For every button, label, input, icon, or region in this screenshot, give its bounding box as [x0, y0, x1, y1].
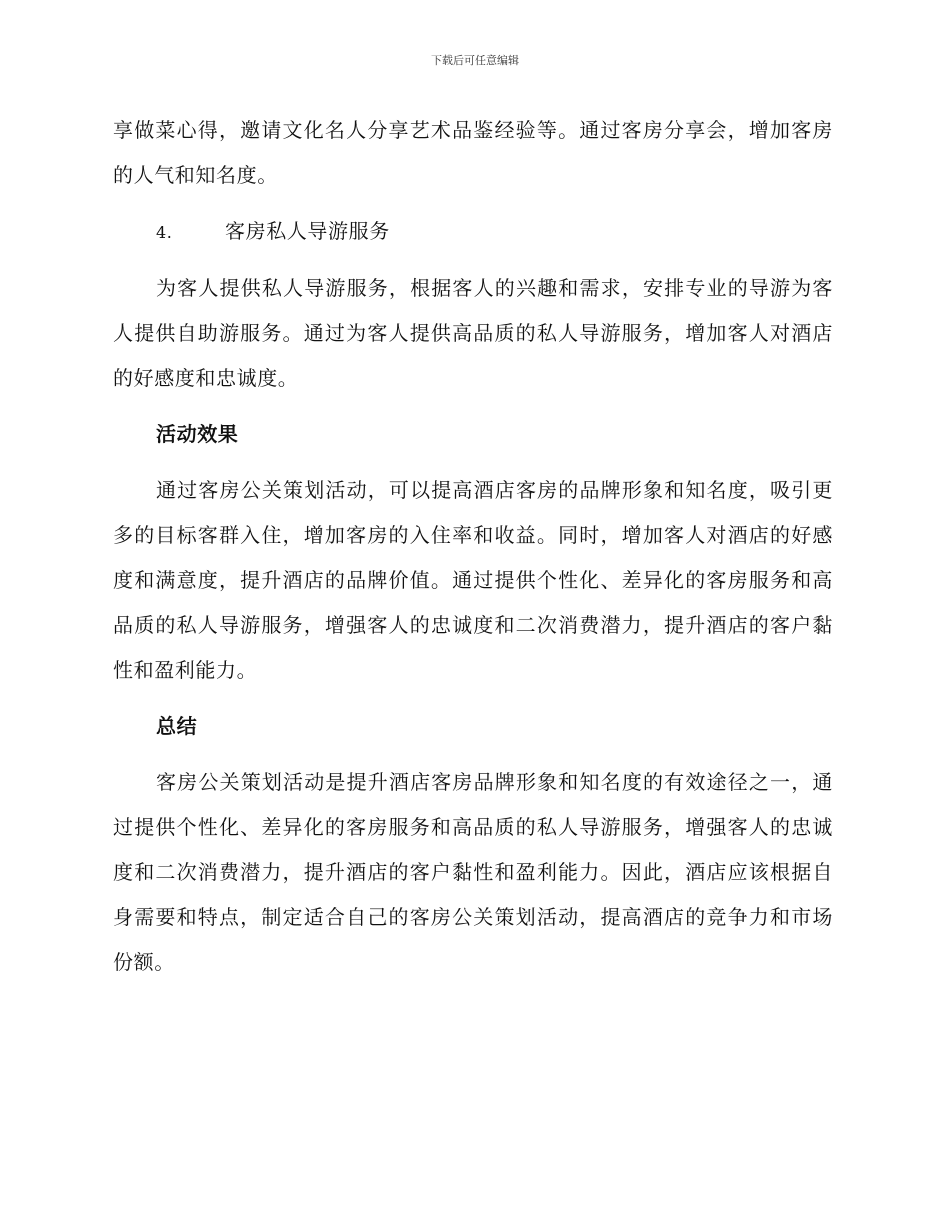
list-item-number: 4. [156, 223, 173, 242]
document-body [113, 108, 833, 985]
heading-activity-effect: 活动效果 [156, 422, 239, 446]
paragraph-activity-effect: 通过客房公关策划活动，可以提高酒店客房的品牌形象和知名度，吸引更多的目标客群入住，增加客房的入住率和收益。同时，增加客人对酒店的好感度和满意度，提升酒店的品牌价值。通过提供个性化、差异化的客房服务和高品质的私人导游服务，增强客人的忠诚度和二次消费潜力，提升酒店的客户黏性和盈利能力。 [113, 478, 833, 682]
page-header-note: 下载后可任意编辑 [431, 54, 519, 67]
paragraph-summary: 客房公关策划活动是提升酒店客房品牌形象和知名度的有效途径之一，通过提供个性化、差异化的客房服务和高品质的私人导游服务，增强客人的忠诚度和二次消费潜力，提升酒店的客户黏性和盈利能力。因此，酒店应该根据自身需要和特点，制定适合自己的客房公关策划活动，提高酒店的竞争力和市场份额。 [113, 770, 833, 974]
list-item-title: 客房私人导游服务 [225, 219, 390, 243]
paragraph-private-guide: 为客人提供私人导游服务，根据客人的兴趣和需求，安排专业的导游为客人提供自助游服务。通过为客人提供高品质的私人导游服务，增加客人对酒店的好感度和忠诚度。 [113, 276, 833, 390]
heading-summary: 总结 [156, 714, 198, 738]
paragraph-intro-continued: 享做菜心得，邀请文化名人分享艺术品鉴经验等。通过客房分享会，增加客房的人气和知名度。 [113, 118, 833, 187]
list-item-private-guide [113, 209, 833, 255]
